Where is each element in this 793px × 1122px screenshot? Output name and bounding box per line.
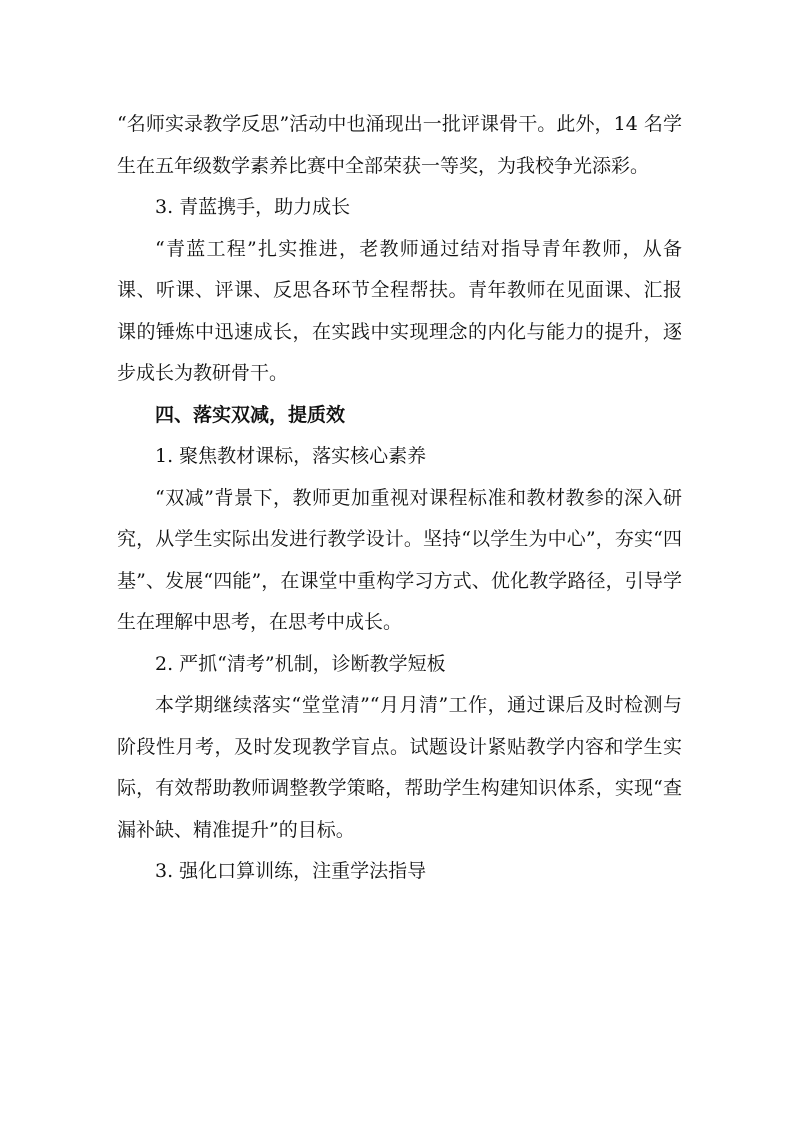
body-paragraph: 本学期继续落实“堂堂清”“月月清”工作，通过课后及时检测与阶段性月考，及时发现教学盲点。试题设计紧贴教学内容和学生实际，有效帮助教师调整教学策略，帮助学生构建知识体系，实现“查漏补缺、精准提升”的目标。	[117, 694, 682, 841]
section-heading: 四、落实双减，提质效	[155, 403, 346, 426]
subheading-qinglan: 3. 青蓝携手，助力成长	[155, 196, 351, 218]
subheading-exams: 2. 严抓“清考”机制，诊断教学短板	[155, 652, 446, 675]
body-paragraph: “青蓝工程”扎实推进，老教师通过结对指导青年教师，从备课、听课、评课、反思各环节全程帮扶。青年教师在见面课、汇报课的锤炼中迅速成长，在实践中实现理念的内化与能力的提升，逐步成长为教研骨干。	[117, 237, 682, 384]
body-paragraph: “双减”背景下，教师更加重视对课程标准和教材教参的深入研究，从学生实际出发进行教学设计。坚持“以学生为中心”，夯实“四基”、发展“四能”，在课堂中重构学习方式、优化教学路径，引导学生在理解中思考，在思考中成长。	[117, 486, 682, 633]
body-paragraph-continued: “名师实录教学反思”活动中也涌现出一批评课骨干。此外，14 名学生在五年级数学素养比赛中全部荣获一等奖，为我校争光添彩。	[117, 113, 682, 177]
document-body	[117, 104, 682, 893]
subheading-curriculum: 1. 聚焦教材课标，落实核心素养	[155, 445, 427, 467]
subheading-oral-arithmetic: 3. 强化口算训练，注重学法指导	[155, 860, 427, 882]
